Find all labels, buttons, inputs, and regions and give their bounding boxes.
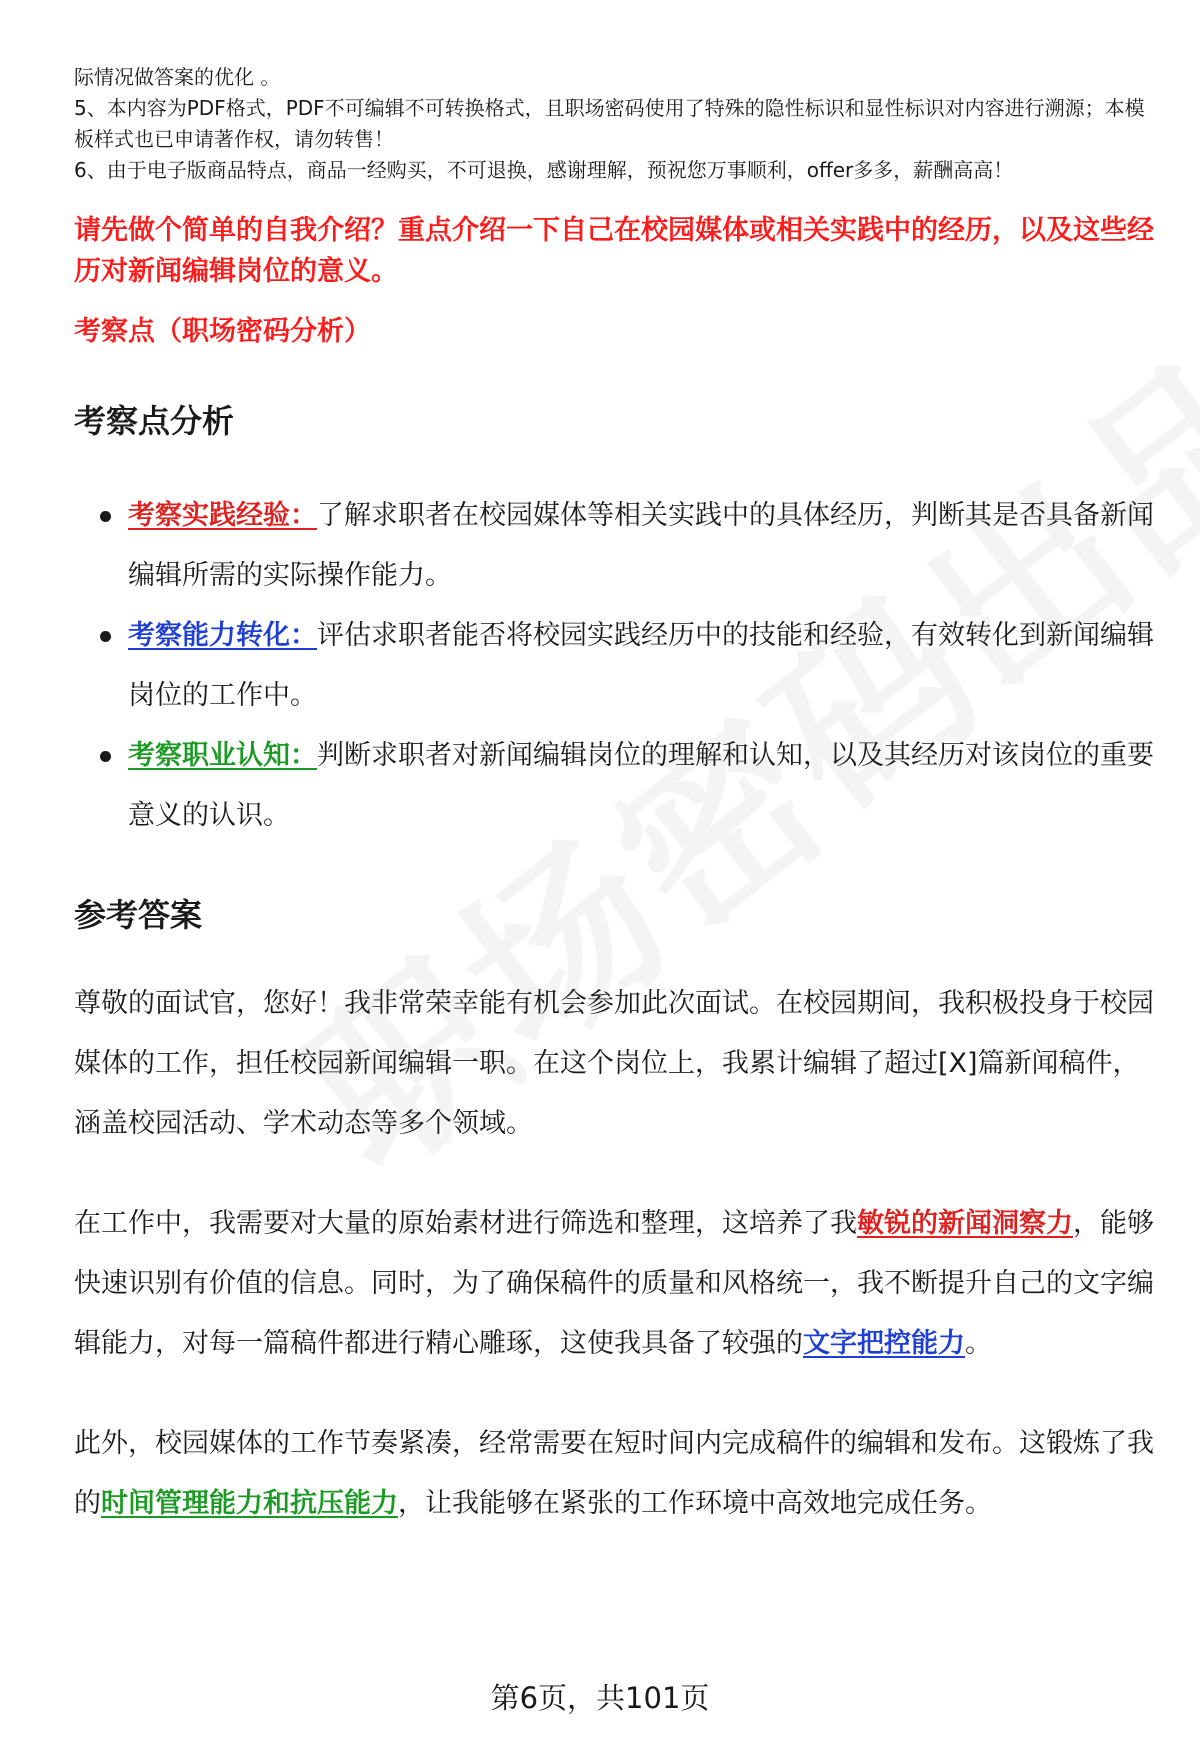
analysis-point: [74, 726, 1154, 846]
kaochadian-title: 考察点（职场密码分析）: [74, 316, 371, 347]
analysis-point: [74, 486, 1154, 606]
highlight-time-management: 时间管理能力和抗压能力: [101, 1488, 398, 1519]
page-number: 第6页，共101页: [490, 1681, 710, 1715]
para-text: ，让我能够在紧张的工作环境中高效地完成任务。: [398, 1488, 992, 1519]
notice-line: 6、由于电子版商品特点，商品一经购买，不可退换，感谢理解，预祝您万事顺利，offer多多，薪酬高高！: [74, 158, 1014, 182]
point-text: 评估求职者能否将校园实践经历中的技能和经验，有效转化到新闻编辑岗位的工作中。: [128, 620, 1154, 711]
bullet-icon: [100, 511, 111, 522]
para-text: 此外，校园媒体的工作节奏紧凑，经常需要在短时间内完成稿件的编辑和发布。这锻炼了我的: [74, 1428, 1154, 1519]
analysis-point: [74, 606, 1154, 726]
notice-line: 际情况做答案的优化 。: [74, 65, 281, 89]
analysis-heading: 考察点分析: [74, 402, 235, 440]
answer-paragraph-3: [74, 1414, 1154, 1534]
highlight-text-control: 文字把控能力: [803, 1328, 965, 1359]
point-label: 考察能力转化：: [128, 620, 317, 651]
para-text: 在工作中，我需要对大量的原始素材进行筛选和整理，这培养了我: [74, 1208, 857, 1239]
bullet-icon: [100, 751, 111, 762]
para-text: 。: [965, 1328, 992, 1359]
answer-paragraph-1: 尊敬的面试官，您好！我非常荣幸能有机会参加此次面试。在校园期间，我积极投身于校园媒体的工作，担任校园新闻编辑一职。在这个岗位上，我累计编辑了超过[X]篇新闻稿件，涵盖校园活动、学术动态等多个领域。: [74, 988, 1154, 1139]
notice-line: 5、本内容为PDF格式，PDF不可编辑不可转换格式，且职场密码使用了特殊的隐性标识和显性标识对内容进行溯源；本模板样式也已申请著作权，请勿转售！: [74, 96, 1145, 151]
highlight-insight: 敏锐的新闻洞察力: [857, 1208, 1073, 1239]
point-text: 判断求职者对新闻编辑岗位的理解和认知，以及其经历对该岗位的重要意义的认识。: [128, 740, 1154, 831]
analysis-points-list: [74, 486, 1154, 846]
answer-heading: 参考答案: [74, 896, 203, 934]
point-label: 考察职业认知：: [128, 740, 317, 771]
point-label: 考察实践经验：: [128, 500, 317, 531]
answer-paragraph-2: [74, 1194, 1154, 1374]
notice-block: [74, 62, 1154, 186]
para-text: ，能够快速识别有价值的信息。同时，为了确保稿件的质量和风格统一，我不断提升自己的文字编辑能力，对每一篇稿件都进行精心雕琢，这使我具备了较强的: [74, 1208, 1154, 1359]
interview-question: 请先做个简单的自我介绍？重点介绍一下自己在校园媒体或相关实践中的经历，以及这些经历对新闻编辑岗位的意义。: [74, 215, 1154, 287]
bullet-icon: [100, 631, 111, 642]
point-text: 了解求职者在校园媒体等相关实践中的具体经历，判断其是否具备新闻编辑所需的实际操作能力。: [128, 500, 1154, 591]
page-content: [74, 62, 1154, 1534]
